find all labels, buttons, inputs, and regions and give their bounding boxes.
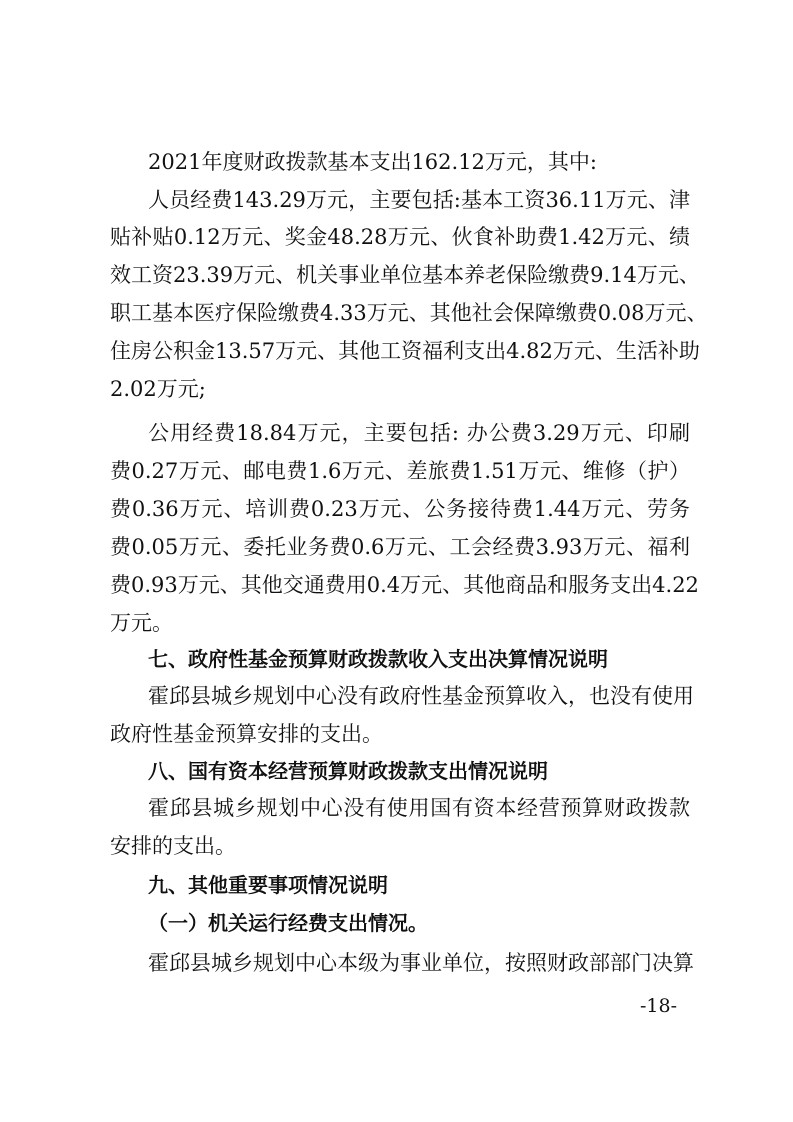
paragraph-line: 霍邱县城乡规划中心本级为事业单位，按照财政部部门决算 <box>148 951 694 975</box>
paragraph-line: 费0.05万元、委托业务费0.6万元、工会经费3.93万元、福利 <box>110 535 690 559</box>
paragraph-line: 政府性基金预算安排的支出。 <box>110 722 383 746</box>
paragraph-line: 霍邱县城乡规划中心没有政府性基金预算收入，也没有使用 <box>148 684 694 708</box>
paragraph-line: 效工资23.39万元、机关事业单位基本养老保险缴费9.14万元、 <box>110 263 700 287</box>
section-heading-9: 九、其他重要事项情况说明 <box>148 873 388 897</box>
section-heading-7: 七、政府性基金预算财政拨款收入支出决算情况说明 <box>148 647 608 671</box>
paragraph-line: 住房公积金13.57万元、其他工资福利支出4.82万元、生活补助 <box>110 339 700 363</box>
page-number: -18- <box>640 995 678 1017</box>
paragraph-line: 公用经费18.84万元，主要包括: 办公费3.29万元、印刷 <box>148 421 690 445</box>
paragraph-line: 费0.27万元、邮电费1.6万元、差旅费1.51万元、维修（护） <box>110 459 690 483</box>
subsection-heading: （一）机关运行经费支出情况。 <box>148 911 428 935</box>
paragraph-line: 霍邱县城乡规划中心没有使用国有资本经营预算财政拨款 <box>148 796 690 820</box>
paragraph-line: 贴补贴0.12万元、奖金48.28万元、伙食补助费1.42万元、绩 <box>110 225 690 249</box>
paragraph-line: 2.02万元; <box>110 377 206 401</box>
section-heading-8: 八、国有资本经营预算财政拨款支出情况说明 <box>148 759 548 783</box>
paragraph-line: 人员经费143.29万元，主要包括:基本工资36.11万元、津 <box>148 188 690 212</box>
paragraph-line: 职工基本医疗保险缴费4.33万元、其他社会保障缴费0.08万元、 <box>110 301 708 325</box>
paragraph-line: 费0.36万元、培训费0.23万元、公务接待费1.44万元、劳务 <box>110 497 690 521</box>
paragraph-line: 2021年度财政拨款基本支出162.12万元，其中: <box>148 150 597 174</box>
paragraph-line: 费0.93万元、其他交通费用0.4万元、其他商品和服务支出4.22 <box>110 573 699 597</box>
paragraph-line: 安排的支出。 <box>110 834 236 858</box>
paragraph-line: 万元。 <box>110 611 173 635</box>
